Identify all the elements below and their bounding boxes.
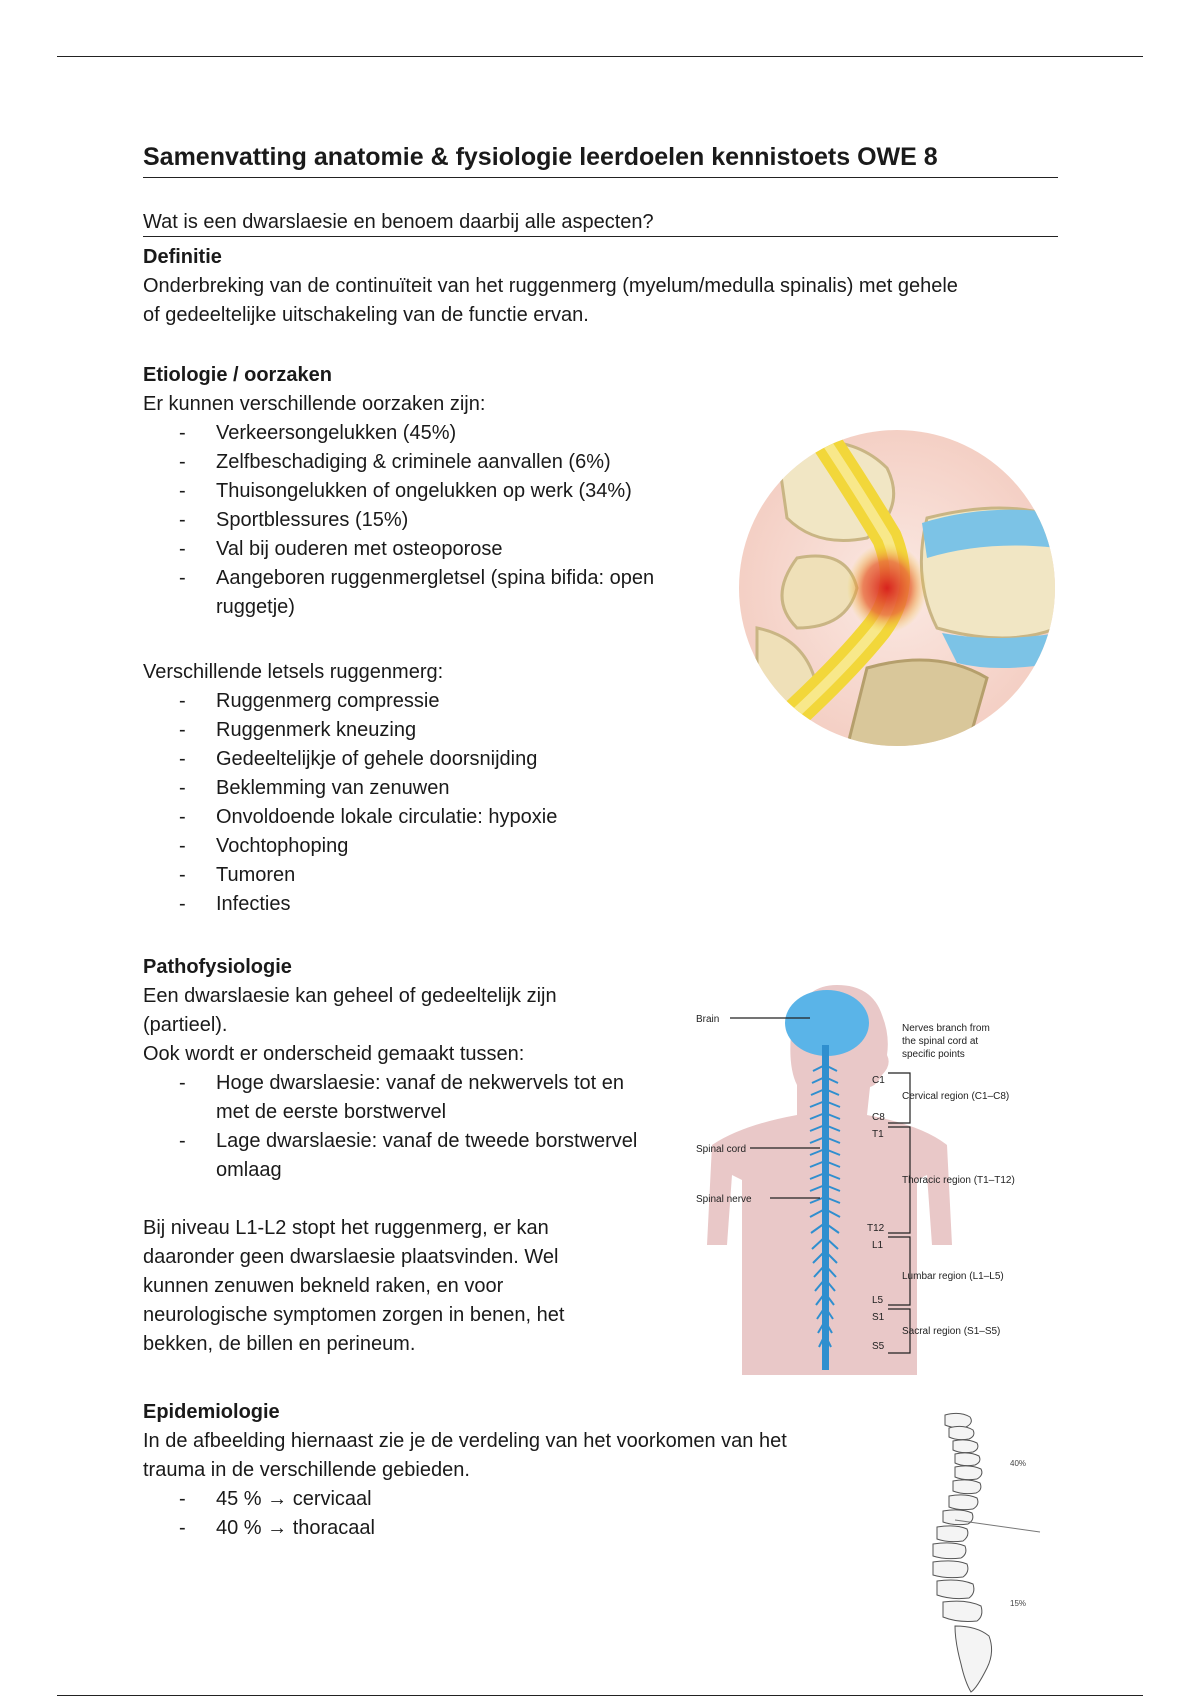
spinal-regions-diagram bbox=[692, 975, 1052, 1380]
list-item: - Lage dwarslaesie: vanaf de tweede borstwervel omlaag bbox=[143, 1127, 643, 1185]
list-item: - 40 % → thoracaal bbox=[143, 1514, 883, 1543]
tag-c1: C1 bbox=[872, 1075, 885, 1086]
document-title: Samenvatting anatomie & fysiologie leerdoelen kennistoets OWE 8 bbox=[143, 143, 1058, 178]
spine-pct-top: 40% bbox=[1010, 1459, 1027, 1468]
etiologie-intro: Er kunnen verschillende oorzaken zijn: bbox=[143, 393, 486, 415]
label-spinal-nerve: Spinal nerve bbox=[696, 1194, 752, 1205]
label-brain: Brain bbox=[696, 1014, 720, 1025]
epi-line-2: trauma in de verschillende gebieden. bbox=[143, 1459, 470, 1481]
tag-t1: T1 bbox=[872, 1129, 884, 1140]
vertebrae-column bbox=[933, 1413, 992, 1692]
section-letsels bbox=[143, 658, 723, 919]
list-item: - Ruggenmerk kneuzing bbox=[143, 716, 723, 745]
section-etiologie bbox=[143, 361, 723, 622]
list-item: - Aangeboren ruggenmergletsel (spina bifida: open ruggetje) bbox=[143, 564, 656, 622]
section-definitie bbox=[143, 243, 1063, 330]
definitie-line-1: Onderbreking van de continuïteit van het ruggenmerg (myelum/medulla spinalis) met gehele bbox=[143, 275, 958, 297]
patho-line-2: (partieel). bbox=[143, 1014, 228, 1036]
list-item: - Verkeersongelukken (45%) bbox=[143, 419, 723, 448]
label-nerves-3: specific points bbox=[902, 1049, 965, 1060]
list-item: - Infecties bbox=[143, 890, 723, 919]
heading-etiologie: Etiologie / oorzaken bbox=[143, 364, 332, 386]
tag-l1: L1 bbox=[872, 1240, 884, 1251]
list-item: - 45 % → cervicaal bbox=[143, 1485, 883, 1514]
list-item: - Beklemming van zenuwen bbox=[143, 774, 723, 803]
tag-c8: C8 bbox=[872, 1112, 885, 1123]
epi-list bbox=[143, 1485, 883, 1543]
top-rule bbox=[57, 56, 1143, 57]
patho-paragraph: Bij niveau L1-L2 stopt het ruggenmerg, er kan daaronder geen dwarslaesie plaatsvinden. Wel kunnen zenuwen bekneld raken, en voor neurologische symptomen zorgen in benen, het bekken, de billen en perineum. bbox=[143, 1217, 565, 1355]
list-item: - Sportblessures (15%) bbox=[143, 506, 723, 535]
list-item: - Vochtophoping bbox=[143, 832, 723, 861]
list-item: - Tumoren bbox=[143, 861, 723, 890]
list-item: - Thuisongelukken of ongelukken op werk (34%) bbox=[143, 477, 723, 506]
heading-epidemiologie: Epidemiologie bbox=[143, 1401, 280, 1423]
epi-line-1: In de afbeelding hiernaast zie je de verdeling van het voorkomen van het bbox=[143, 1430, 787, 1452]
label-nerves-2: the spinal cord at bbox=[902, 1036, 979, 1047]
list-item: - Hoge dwarslaesie: vanaf de nekwervels tot en met de eerste borstwervel bbox=[143, 1069, 643, 1127]
spinal-lesion-illustration bbox=[737, 428, 1057, 748]
tag-t12: T12 bbox=[867, 1223, 885, 1234]
letsels-list bbox=[143, 687, 723, 919]
spine-distribution-sketch bbox=[925, 1410, 1060, 1695]
list-item: - Ruggenmerg compressie bbox=[143, 687, 723, 716]
label-spinal-cord: Spinal cord bbox=[696, 1144, 747, 1155]
list-item: - Onvoldoende lokale circulatie: hypoxie bbox=[143, 803, 723, 832]
spine-pct-bottom: 15% bbox=[1010, 1599, 1027, 1608]
patho-line-3: Ook wordt er onderscheid gemaakt tussen: bbox=[143, 1043, 525, 1065]
label-cervical: Cervical region (C1–C8) bbox=[902, 1091, 1010, 1102]
heading-pathofysiologie: Pathofysiologie bbox=[143, 956, 292, 978]
heading-definitie: Definitie bbox=[143, 246, 222, 268]
list-item: - Gedeeltelijkje of gehele doorsnijding bbox=[143, 745, 723, 774]
list-item: - Zelfbeschadiging & criminele aanvallen (6%) bbox=[143, 448, 723, 477]
tag-s1: S1 bbox=[872, 1312, 885, 1323]
lesion-spot bbox=[847, 543, 927, 633]
section-epidemiologie bbox=[143, 1398, 883, 1543]
section-pathofysiologie bbox=[143, 953, 643, 1359]
label-sacral: Sacral region (S1–S5) bbox=[902, 1326, 1001, 1337]
patho-line-1: Een dwarslaesie kan geheel of gedeeltelijk zijn bbox=[143, 985, 557, 1007]
bottom-rule bbox=[57, 1695, 1143, 1696]
disc-shape bbox=[942, 633, 1057, 668]
label-thoracic: Thoracic region (T1–T12) bbox=[902, 1175, 1015, 1186]
question: Wat is een dwarslaesie en benoem daarbij alle aspecten? bbox=[143, 211, 1058, 237]
label-nerves-1: Nerves branch from bbox=[902, 1023, 990, 1034]
label-lumbar: Lumbar region (L1–L5) bbox=[902, 1271, 1004, 1282]
list-item: - Val bij ouderen met osteoporose bbox=[143, 535, 723, 564]
definitie-line-2: of gedeeltelijke uitschakeling van de functie ervan. bbox=[143, 304, 589, 326]
tag-l5: L5 bbox=[872, 1295, 884, 1306]
etiologie-list bbox=[143, 419, 723, 622]
patho-list bbox=[143, 1069, 643, 1185]
letsels-intro: Verschillende letsels ruggenmerg: bbox=[143, 661, 444, 683]
vertebra-shape bbox=[847, 660, 987, 748]
tag-s5: S5 bbox=[872, 1341, 885, 1352]
